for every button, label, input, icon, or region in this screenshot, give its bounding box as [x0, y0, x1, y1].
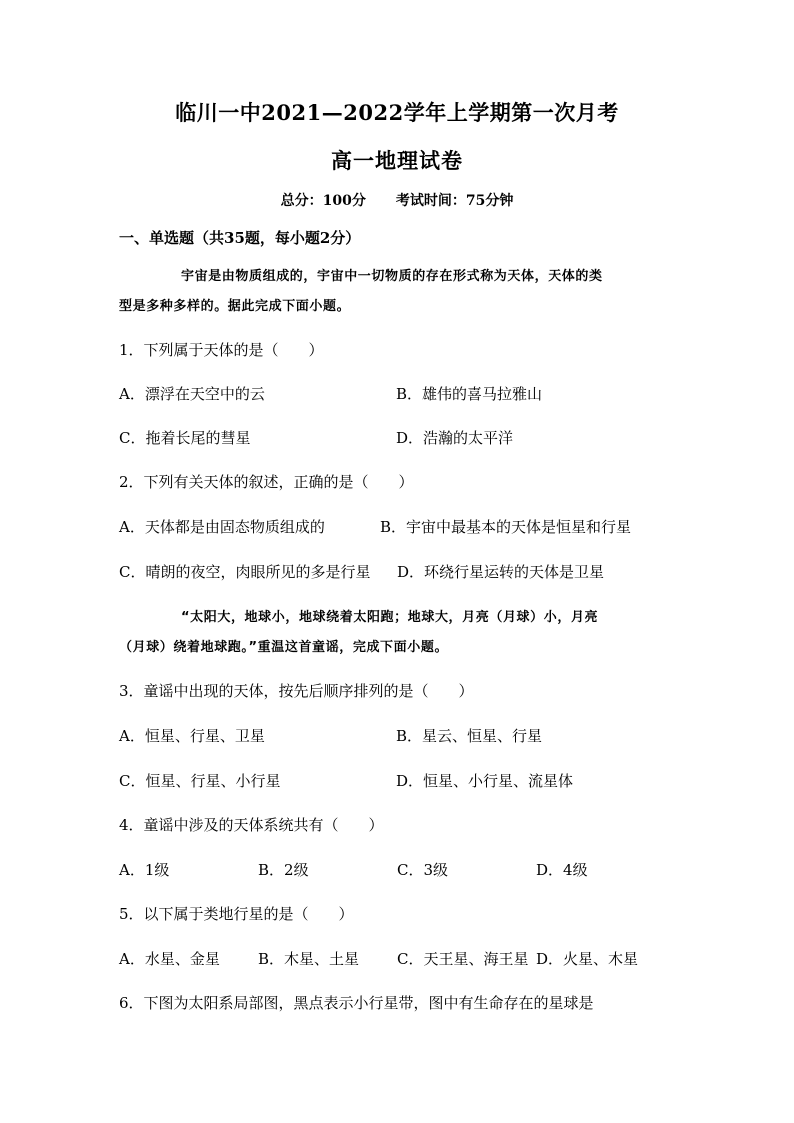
section-heading: 一、单选题（共35题，每小题2分） — [119, 229, 361, 247]
question-5-stem: 5．以下属于类地行星的是（ ） — [119, 905, 354, 923]
question-4-stem: 4．童谣中涉及的天体系统共有（ ） — [119, 816, 384, 834]
question-2-option-a[interactable]: A．天体都是由固态物质组成的 — [119, 518, 325, 536]
exam-meta — [0, 190, 794, 210]
exam-time: 考试时间：75分钟 — [395, 193, 514, 209]
question-3-option-a[interactable]: A．恒星、行星、卫星 — [119, 727, 265, 745]
question-1-option-d[interactable]: D．浩瀚的太平洋 — [396, 429, 514, 447]
question-1-stem: 1．下列属于天体的是（ ） — [119, 341, 324, 359]
question-3-option-b[interactable]: B．星云、恒星、行星 — [396, 727, 543, 745]
question-1-option-a[interactable]: A．漂浮在天空中的云 — [119, 385, 265, 403]
question-4-option-b[interactable]: B．2级 — [258, 861, 309, 879]
passage-2-line-2: （月球）绕着地球跑。”重温这首童谣，完成下面小题。 — [119, 640, 449, 655]
total-score: 总分：100分 — [280, 193, 366, 209]
passage-2-line-1: “太阳大，地球小，地球绕着太阳跑；地球大，月亮（月球）小，月亮 — [181, 610, 599, 625]
passage-1-line-2: 型是多种多样的。据此完成下面小题。 — [119, 299, 351, 314]
question-5-option-a[interactable]: A．水星、金星 — [119, 950, 220, 968]
question-3-option-c[interactable]: C．恒星、行星、小行星 — [119, 772, 281, 790]
passage-1-line-1: 宇宙是由物质组成的，宇宙中一切物质的存在形式称为天体，天体的类 — [181, 269, 603, 284]
question-2-stem: 2．下列有关天体的叙述，正确的是（ ） — [119, 473, 414, 491]
question-2-option-c[interactable]: C．晴朗的夜空，肉眼所见的多是行星 — [119, 563, 371, 581]
question-2-option-b[interactable]: B．宇宙中最基本的天体是恒星和行星 — [380, 518, 632, 536]
question-3-option-d[interactable]: D．恒星、小行星、流星体 — [396, 772, 574, 790]
question-5-option-d[interactable]: D．火星、木星 — [536, 950, 639, 968]
question-4-option-d[interactable]: D．4级 — [536, 861, 588, 879]
question-4-option-a[interactable]: A．1级 — [119, 861, 170, 879]
exam-title: 临川一中2021—2022学年上学期第一次月考 — [175, 100, 619, 125]
question-5-option-c[interactable]: C．天王星、海王星 — [397, 950, 529, 968]
question-1-option-c[interactable]: C．拖着长尾的彗星 — [119, 429, 251, 447]
question-4-option-c[interactable]: C．3级 — [397, 861, 449, 879]
question-6-stem: 6．下图为太阳系局部图，黑点表示小行星带，图中有生命存在的星球是 — [119, 994, 594, 1012]
question-2-option-d[interactable]: D．环绕行星运转的天体是卫星 — [397, 563, 605, 581]
exam-subtitle: 高一地理试卷 — [331, 148, 463, 173]
question-5-option-b[interactable]: B．木星、土星 — [258, 950, 360, 968]
question-1-option-b[interactable]: B．雄伟的喜马拉雅山 — [396, 385, 543, 403]
question-3-stem: 3．童谣中出现的天体，按先后顺序排列的是（ ） — [119, 682, 474, 700]
